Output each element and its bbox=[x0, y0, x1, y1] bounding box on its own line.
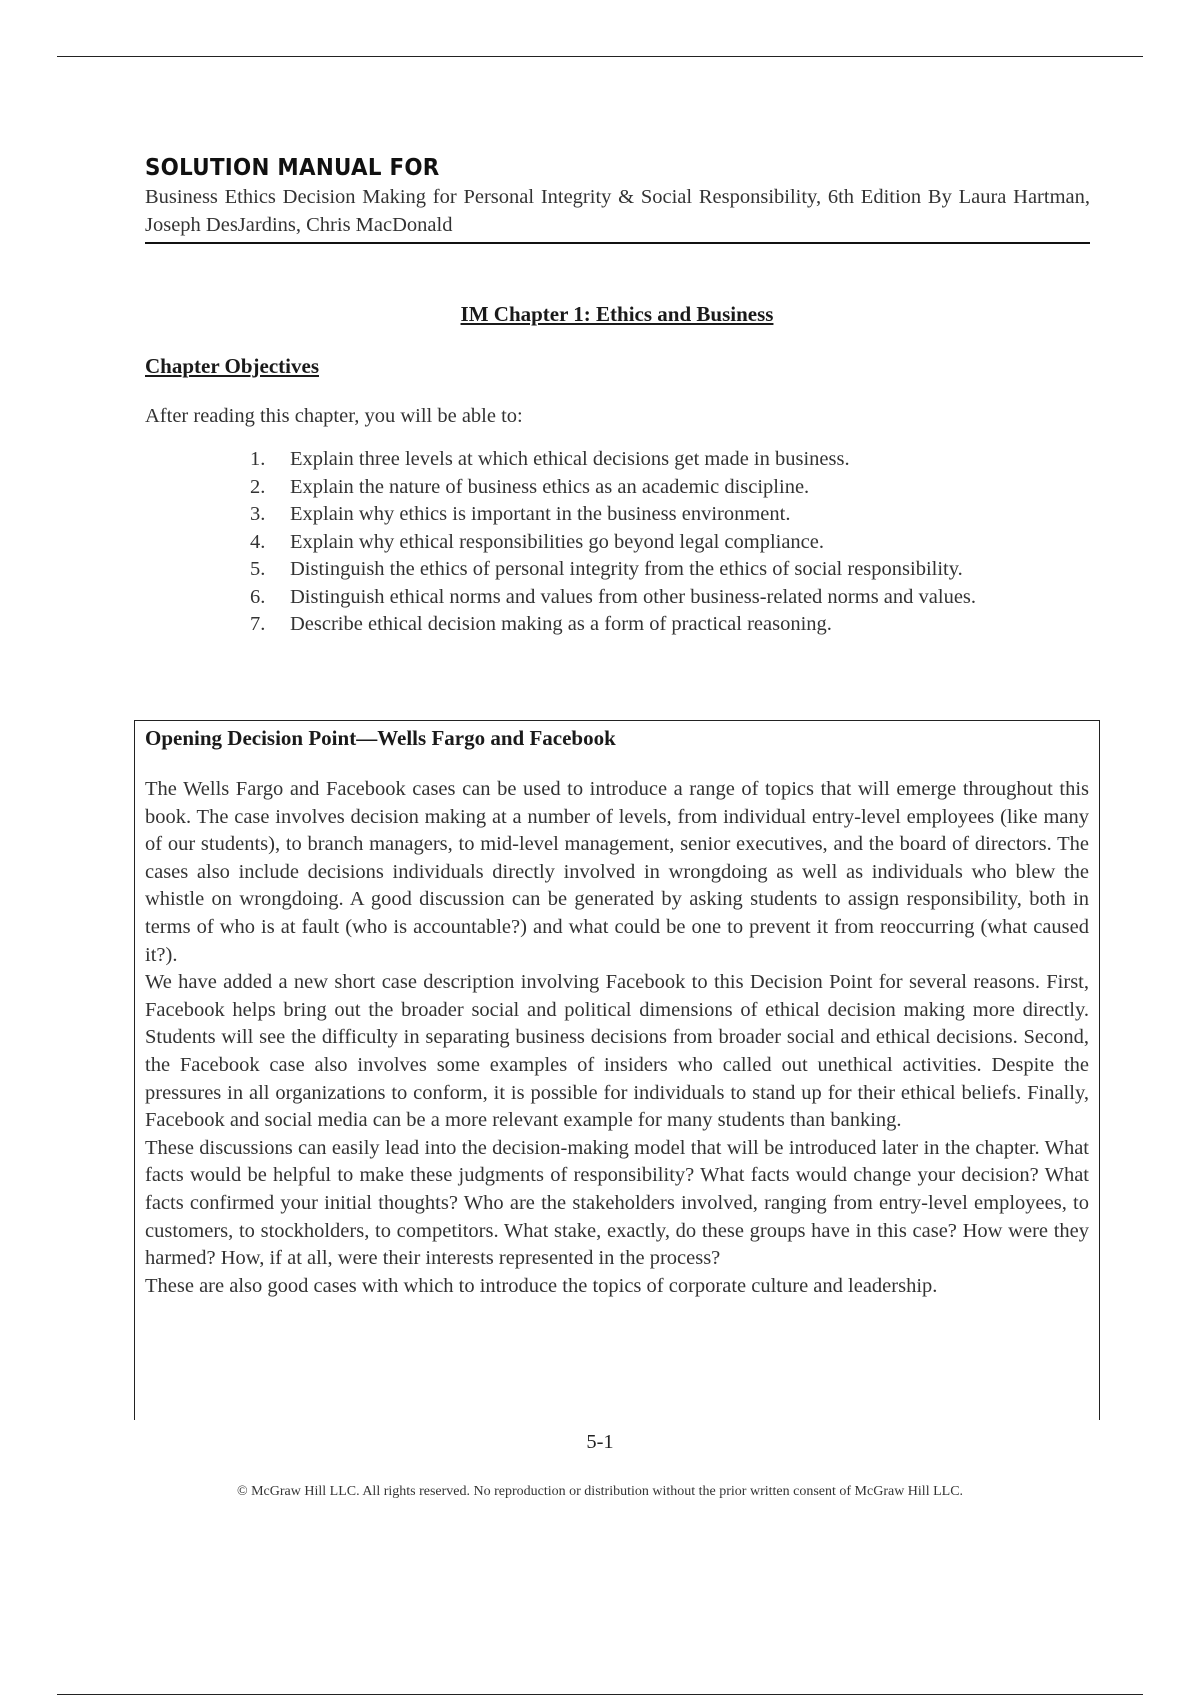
list-item bbox=[250, 611, 1088, 639]
page-number: 5-1 bbox=[586, 1431, 614, 1453]
list-item bbox=[250, 529, 1088, 557]
decision-point-box bbox=[134, 720, 1100, 1420]
top-rule bbox=[57, 56, 1143, 57]
list-item-number: 6. bbox=[250, 585, 266, 608]
copyright-notice: © McGraw Hill LLC. All rights reserved. No reproduction or distribution without the prior written consent of McGraw Hill LLC. bbox=[236, 1484, 964, 1499]
manual-title: SOLUTION MANUAL FOR bbox=[145, 155, 440, 181]
list-item-number: 3. bbox=[250, 503, 266, 525]
list-item bbox=[250, 584, 1088, 612]
objectives-list bbox=[250, 446, 1088, 639]
list-item-text: Explain why ethics is important in the business environment. bbox=[290, 503, 791, 525]
list-item-text: Explain the nature of business ethics as an academic discipline. bbox=[290, 475, 810, 498]
case-paragraph: We have added a new short case description involving Facebook to this Decision Point for several reasons. First, Facebook helps bring out the broader social and political dimensions of ethical decision making more directly. Students will see the difficulty in separating business decisions from broader social and ethical decisions. Second, the Facebook case also involves some examples of insiders who called out unethical activities. Despite the pressures in all organizations to conform, it is possible for individuals to stand up for their ethical beliefs. Finally, Facebook and social media can be a more relevant example for many students than banking. bbox=[145, 971, 1089, 1132]
objectives-heading: Chapter Objectives bbox=[145, 354, 319, 378]
bottom-rule bbox=[57, 1694, 1143, 1695]
list-item-text: Explain why ethical responsibilities go beyond legal compliance. bbox=[290, 530, 825, 553]
book-title: Business Ethics Decision Making for Personal Integrity & Social Responsibility, 6th Edition By Laura Hartman, Joseph DesJardins, Chris MacDonald bbox=[145, 186, 1090, 236]
document-header bbox=[145, 153, 1090, 244]
chapter-heading: IM Chapter 1: Ethics and Business bbox=[460, 302, 774, 326]
list-item-number: 1. bbox=[250, 448, 266, 470]
list-item-text: Describe ethical decision making as a form of practical reasoning. bbox=[290, 613, 832, 635]
list-item bbox=[250, 501, 1088, 529]
list-item-number: 5. bbox=[250, 558, 266, 580]
list-item-text: Distinguish the ethics of personal integrity from the ethics of social responsibility. bbox=[290, 558, 963, 580]
list-item-number: 7. bbox=[250, 613, 266, 635]
case-paragraph: These discussions can easily lead into the decision-making model that will be introduced later in the chapter. What facts would be helpful to make these judgments of responsibility? What facts would change your decision? What facts confirmed your initial thoughts? Who are the stakeholders involved, ranging from entry-level employees, to customers, to stockholders, to competitors. What stake, exactly, do these groups have in this case? How were they harmed? How, if at all, were their interests represented in the process? bbox=[145, 1136, 1089, 1270]
list-item-text: Explain three levels at which ethical decisions get made in business. bbox=[290, 448, 850, 470]
decision-point-body bbox=[145, 776, 1089, 1300]
case-paragraph: The Wells Fargo and Facebook cases can be used to introduce a range of topics that will emerge throughout this book. The case involves decision making at a number of levels, from individual entry-level employees (like many of our students), to branch managers, to mid-level management, senior executives, and the board of directors. The cases also include decisions individuals directly involved in wrongdoing as well as individuals who blew the whistle on wrongdoing. A good discussion can be generated by asking students to assign responsibility, both in terms of who is at fault (who is accountable?) and what could be one to prevent it from reoccurring (what caused it?). bbox=[145, 778, 1089, 966]
list-item bbox=[250, 474, 1088, 502]
list-item bbox=[250, 446, 1088, 474]
case-paragraph: These are also good cases with which to introduce the topics of corporate culture and leadership. bbox=[145, 1274, 938, 1297]
objectives-intro: After reading this chapter, you will be able to: bbox=[145, 405, 523, 427]
list-item-text: Distinguish ethical norms and values from other business-related norms and values. bbox=[290, 585, 977, 608]
list-item bbox=[250, 556, 1088, 584]
list-item-number: 2. bbox=[250, 475, 266, 498]
decision-point-title: Opening Decision Point—Wells Fargo and Facebook bbox=[145, 726, 616, 750]
list-item-number: 4. bbox=[250, 530, 266, 553]
